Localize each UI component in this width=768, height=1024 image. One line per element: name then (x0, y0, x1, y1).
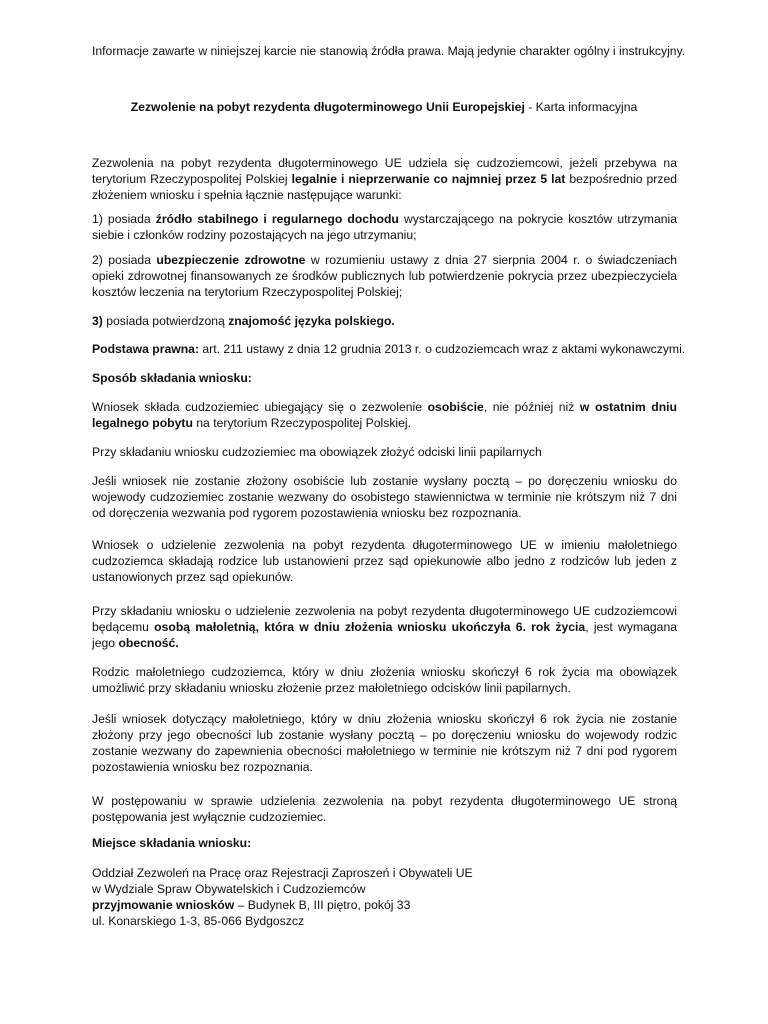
legal-basis-label: Podstawa prawna: (92, 342, 200, 356)
cond3-text: posiada potwierdzoną (102, 314, 229, 328)
legal-basis-text: art. 211 ustawy z dnia 12 grudnia 2013 r. o cudzoziemcach wraz z aktami wykonawczymi. (199, 342, 686, 356)
minor-presence-text-2: , jest wymagana jego (92, 620, 677, 650)
cond1-bold: źródło stabilnego i regularnego dochodu (155, 212, 399, 226)
personal-text-2: , nie później niż (483, 400, 580, 414)
intro-text-1: Zezwolenia na pobyt rezydenta długoterminowego UE udziela się cudzoziemcowi, jeżeli przebywa na terytorium Rzeczypospolitej Polskiej (92, 156, 677, 186)
personal-bold-1: osobiście (427, 400, 484, 414)
cond2-text-1: 2) posiada (92, 253, 157, 267)
condition-2 (92, 252, 677, 300)
cond3-number: 3) (92, 314, 103, 328)
minor-parents-paragraph: Wniosek o udzielenie zezwolenia na pobyt rezydenta długoterminowego UE w imieniu małoletniego cudzoziemca składają rodzice lub ustanowieni przez sąd opiekunowie albo jedno z rodziców lub jeden z ustanowionych przez sąd opiekunów. (92, 538, 677, 584)
condition-3 (92, 313, 677, 329)
address-line-3-text: – Budynek B, III piętro, pokój 33 (234, 898, 411, 912)
personal-text-3: na terytorium Rzeczypospolitej Polskiej. (192, 416, 411, 430)
place-heading-text: Miejsce składania wniosku: (92, 836, 252, 850)
title-suffix: - Karta informacyjna (524, 100, 638, 114)
legal-basis (92, 341, 686, 357)
personal-submission-paragraph (92, 399, 677, 431)
address-line-1: Oddział Zezwoleń na Pracę oraz Rejestracji Zaproszeń i Obywateli UE (92, 866, 473, 880)
cond3-bold: znajomość języka polskiego. (228, 314, 395, 328)
cond1-text-2: wystarczającego na pokrycie kosztów utrzymania siebie i członków rodziny pozostających na jego utrzymaniu; (92, 212, 677, 242)
minor-mail-paragraph: Jeśli wniosek dotyczący małoletniego, który w dniu złożenia wniosku skończył 6 rok życia nie zostanie złożony przy jego obecności lub zostanie wysłany pocztą – po doręczeniu wniosku do wojewody rodzic zostanie wezwany do zapewnienia obecności małoletniego w terminie nie krótszym niż 7 dni pod rygorem pozostawienia wniosku bez rozpoznania. (92, 712, 677, 774)
personal-text-1: Wniosek składa cudzoziemiec ubiegający się o zezwolenie (92, 400, 428, 414)
cond1-text-1: 1) posiada (92, 212, 156, 226)
minor-presence-text-1: Przy składaniu wniosku o udzielenie zezwolenia na pobyt rezydenta długoterminowego UE cudzoziemcowi będącemu (92, 604, 677, 634)
address-line-3-bold: przyjmowanie wniosków (92, 898, 235, 912)
document-title (0, 99, 768, 115)
method-heading-text: Sposób składania wniosku: (92, 371, 252, 385)
minor-presence-paragraph (92, 603, 677, 651)
parent-duty-paragraph: Rodzic małoletniego cudzoziemca, który w dniu złożenia wniosku skończył 6 rok życia ma obowiązek umożliwić przy składaniu wniosku złożenie przez małoletniego odcisków linii papilarnych. (92, 665, 677, 695)
method-heading (92, 370, 677, 386)
cond2-bold: ubezpieczenie zdrowotne (156, 253, 306, 267)
place-heading (92, 835, 677, 851)
personal-bold-2: w ostatnim dniu legalnego pobytu (92, 400, 678, 430)
fingerprints-paragraph: Przy składaniu wniosku cudzoziemiec ma obowiązek złożyć odciski linii papilarnych (92, 445, 542, 459)
address-block (92, 865, 677, 929)
title-bold: Zezwolenie na pobyt rezydenta długoterminowego Unii Europejskiej (130, 100, 525, 114)
intro-bold: legalnie i nieprzerwanie co najmniej przez 5 lat (291, 172, 566, 186)
address-line-2: w Wydziale Spraw Obywatelskich i Cudzoziemców (92, 882, 366, 896)
condition-1 (92, 211, 677, 243)
mail-submission-paragraph: Jeśli wniosek nie zostanie złożony osobiście lub zostanie wysłany pocztą – po doręczeniu wniosku do wojewody cudzoziemiec zostanie wezwany do osobistego stawiennictwa w terminie nie krótszym niż 7 dni od doręczenia wezwania pod rygorem pozostawienia wniosku bez rozpoznania. (92, 474, 677, 520)
party-paragraph: W postępowaniu w sprawie udzielenia zezwolenia na pobyt rezydenta długoterminowego UE stroną postępowania jest wyłącznie cudzoziemiec. (92, 794, 677, 824)
intro-paragraph (92, 155, 677, 203)
address-line-4: ul. Konarskiego 1-3, 85-066 Bydgoszcz (92, 914, 305, 928)
minor-presence-bold-1: osobą małoletnią, która w dniu złożenia wniosku ukończyła 6. rok życia (154, 620, 586, 634)
cond2-text-2: w rozumieniu ustawy z dnia 27 sierpnia 2004 r. o świadczeniach opieki zdrowotnej finansowanych ze środków publicznych lub potwierdzenie pokrycia przez ubezpieczyciela kosztów leczenia na terytorium Rzeczypospolitej Polskiej; (92, 253, 677, 299)
disclaimer: Informacje zawarte w niniejszej karcie nie stanowią źródła prawa. Mają jedynie charakter ogólny i instrukcyjny. (92, 44, 686, 58)
address-line-3 (92, 897, 677, 913)
minor-presence-bold-2: obecność. (118, 636, 179, 650)
intro-text-2: bezpośrednio przed złożeniem wniosku i spełnia łącznie następujące warunki: (92, 172, 678, 202)
